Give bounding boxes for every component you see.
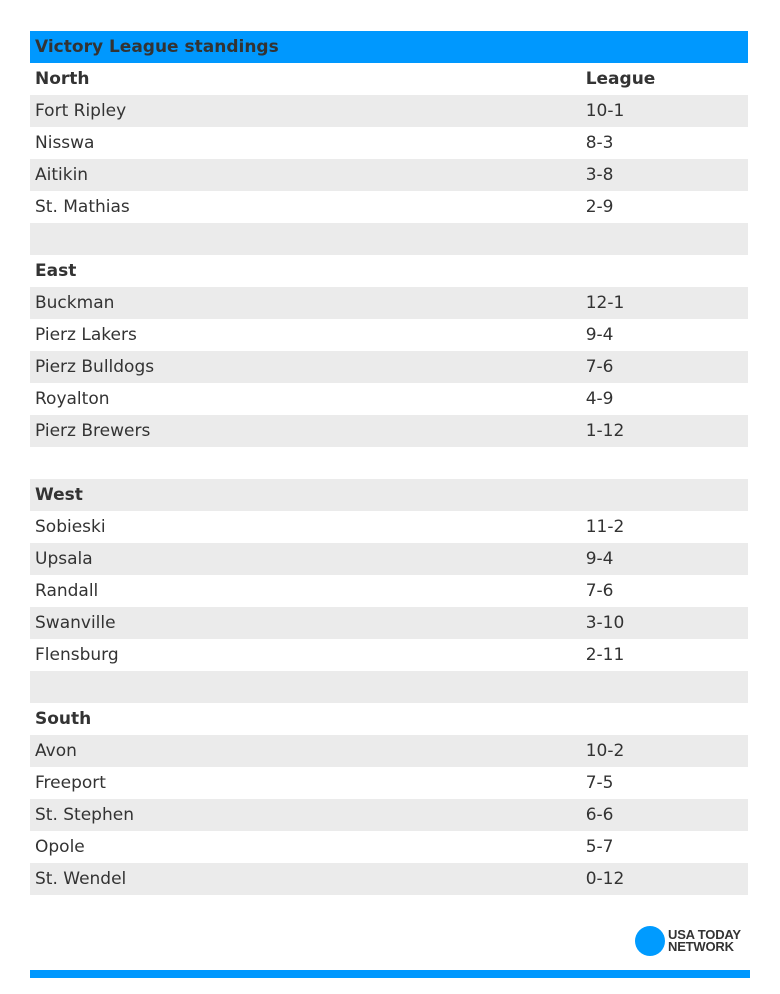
league-record: 9-4 [580, 543, 748, 575]
table-row [30, 351, 748, 383]
title-row [30, 31, 748, 63]
table-row [30, 159, 748, 191]
column-header: League [580, 63, 748, 95]
league-record: 12-1 [580, 287, 748, 319]
table-row [30, 607, 748, 639]
table-row [30, 639, 748, 671]
section-name: East [30, 255, 575, 287]
table-row [30, 511, 748, 543]
team-name: Swanville [30, 607, 575, 639]
league-record: 7-5 [580, 767, 748, 799]
league-record: 10-1 [580, 95, 748, 127]
league-record: 0-12 [580, 863, 748, 895]
spacer-row [30, 447, 748, 479]
table-row [30, 735, 748, 767]
table-row [30, 799, 748, 831]
table-row [30, 575, 748, 607]
table-row [30, 95, 748, 127]
team-name: Nisswa [30, 127, 575, 159]
table-row [30, 415, 748, 447]
column-header [580, 479, 748, 511]
team-name: Upsala [30, 543, 575, 575]
league-record [580, 223, 748, 255]
logo-circle-icon [635, 926, 665, 956]
league-record: 1-12 [580, 415, 748, 447]
league-record [580, 671, 748, 703]
section-header-row [30, 703, 748, 735]
table-row [30, 383, 748, 415]
table-title: Victory League standings [30, 31, 575, 63]
league-record: 8-3 [580, 127, 748, 159]
league-record: 2-11 [580, 639, 748, 671]
team-name: Sobieski [30, 511, 575, 543]
league-record: 3-8 [580, 159, 748, 191]
team-name: Opole [30, 831, 575, 863]
table-row [30, 127, 748, 159]
team-name: Avon [30, 735, 575, 767]
league-record: 7-6 [580, 351, 748, 383]
team-name: Pierz Lakers [30, 319, 575, 351]
section-header-row [30, 63, 748, 95]
table-row [30, 831, 748, 863]
logo-line-2: NETWORK [668, 939, 734, 954]
table-row [30, 767, 748, 799]
footer-bar [30, 970, 750, 978]
league-record: 2-9 [580, 191, 748, 223]
logo-line-1: USA TODAY [668, 927, 741, 942]
league-record: 4-9 [580, 383, 748, 415]
spacer-row [30, 223, 748, 255]
team-name [30, 447, 575, 479]
column-header [580, 703, 748, 735]
league-record: 9-4 [580, 319, 748, 351]
league-record: 6-6 [580, 799, 748, 831]
section-name: South [30, 703, 575, 735]
table-row [30, 319, 748, 351]
usa-today-network-logo [635, 926, 741, 956]
team-name: Freeport [30, 767, 575, 799]
league-record: 3-10 [580, 607, 748, 639]
team-name: Randall [30, 575, 575, 607]
team-name: Buckman [30, 287, 575, 319]
team-name: Royalton [30, 383, 575, 415]
league-record: 10-2 [580, 735, 748, 767]
table-row [30, 287, 748, 319]
section-name: North [30, 63, 575, 95]
league-record: 5-7 [580, 831, 748, 863]
team-name [30, 671, 575, 703]
table-body [30, 63, 748, 895]
team-name: Aitikin [30, 159, 575, 191]
column-header [580, 255, 748, 287]
league-record: 11-2 [580, 511, 748, 543]
title-right-cell [580, 31, 748, 63]
team-name: St. Stephen [30, 799, 575, 831]
team-name: Pierz Brewers [30, 415, 575, 447]
standings-table [30, 31, 748, 895]
team-name: St. Mathias [30, 191, 575, 223]
team-name: Flensburg [30, 639, 575, 671]
team-name [30, 223, 575, 255]
league-record [580, 447, 748, 479]
section-header-row [30, 255, 748, 287]
section-header-row [30, 479, 748, 511]
table-row [30, 543, 748, 575]
section-name: West [30, 479, 575, 511]
team-name: St. Wendel [30, 863, 575, 895]
team-name: Fort Ripley [30, 95, 575, 127]
team-name: Pierz Bulldogs [30, 351, 575, 383]
table-row [30, 863, 748, 895]
table-row [30, 191, 748, 223]
spacer-row [30, 671, 748, 703]
league-record: 7-6 [580, 575, 748, 607]
